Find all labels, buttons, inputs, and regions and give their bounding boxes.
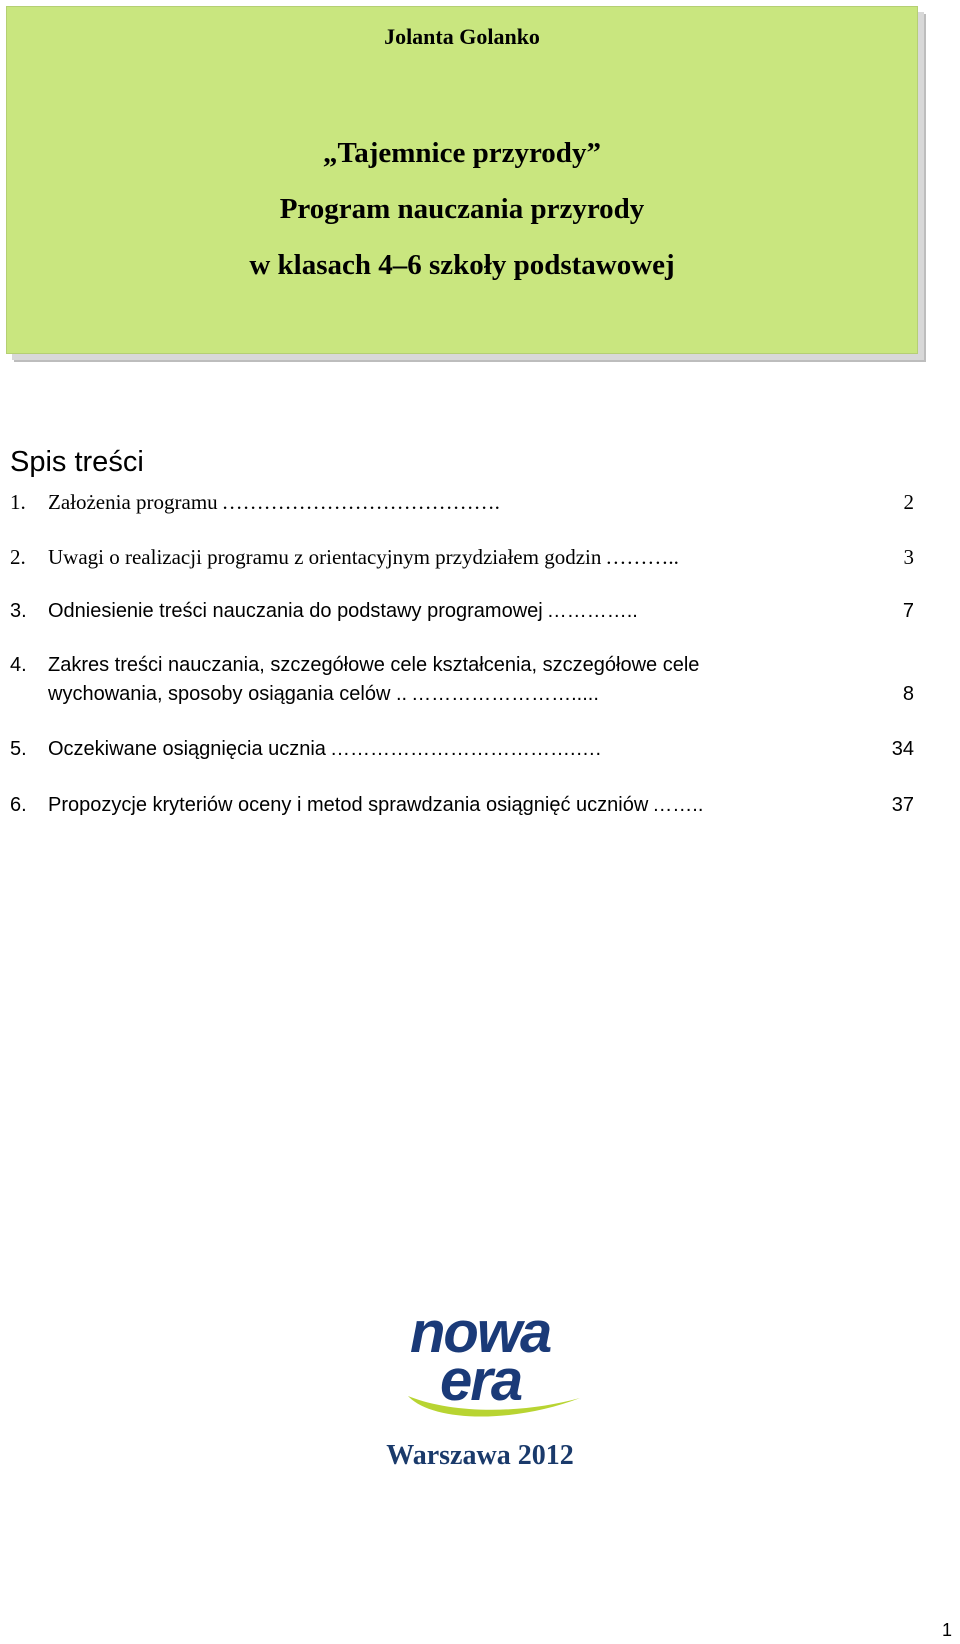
city-year: Warszawa 2012 (386, 1440, 574, 1471)
toc-leader-dots: ………….. (546, 600, 638, 622)
title-line-3: w klasach 4–6 szkoły podstawowej (249, 249, 675, 281)
toc-item-text: Oczekiwane osiągnięcia ucznia (48, 738, 326, 760)
toc-leader-dots: …….. (652, 794, 704, 816)
toc-page-number: 2 (903, 490, 914, 514)
page-number: 1 (941, 1620, 952, 1640)
toc-item-5[interactable] (10, 738, 914, 761)
toc-item-text: Zakres treści nauczania, szczegółowe cele kształcenia, szczegółowe cele (48, 654, 700, 676)
toc-item-number: 3. (10, 600, 27, 622)
toc-page-number: 37 (891, 794, 914, 816)
toc-leader-dots: ……….. (605, 545, 679, 569)
toc-heading: Spis treści (10, 446, 144, 478)
toc-item-text: Założenia programu (48, 490, 218, 514)
toc-item-text: Uwagi o realizacji programu z orientacyjnym przydziałem godzin (48, 545, 602, 569)
toc-item-number: 5. (10, 738, 27, 760)
toc-page-number: 8 (902, 683, 914, 705)
toc-item-1[interactable] (10, 490, 914, 515)
logo-word-nowa: nowa (410, 1300, 551, 1365)
toc-leader-dots: ……………………………….…. (329, 738, 602, 760)
toc-item-text: Odniesienie treści nauczania do podstawy programowej (48, 600, 543, 622)
toc-page-number: 7 (902, 600, 914, 622)
toc-item-4[interactable] (10, 654, 914, 706)
title-line-1: „Tajemnice przyrody” (323, 137, 601, 169)
title-box (6, 6, 918, 354)
toc-page-number: 3 (903, 545, 914, 569)
logo-word-era: era (440, 1348, 522, 1413)
toc-item-6[interactable] (10, 794, 914, 817)
toc-item-number: 1. (10, 490, 26, 514)
title-line-2: Program nauczania przyrody (279, 193, 645, 225)
toc-item-number: 2. (10, 545, 26, 569)
toc-item-number: 6. (10, 794, 27, 816)
toc-item-text-continued: wychowania, sposoby osiągania celów .. (48, 683, 408, 705)
toc-leader-dots: ……………………..... (411, 683, 599, 705)
nowa-era-logo (402, 1300, 592, 1420)
toc-item-3[interactable] (10, 600, 914, 623)
author-name: Jolanta Golanko (384, 24, 540, 49)
toc-item-2[interactable] (10, 545, 914, 570)
toc-leader-dots: …………………………………. (221, 490, 500, 514)
toc-page-number: 34 (891, 738, 914, 760)
toc-item-text: Propozycje kryteriów oceny i metod sprawdzania osiągnięć uczniów (48, 794, 649, 816)
toc-item-number: 4. (10, 654, 27, 676)
